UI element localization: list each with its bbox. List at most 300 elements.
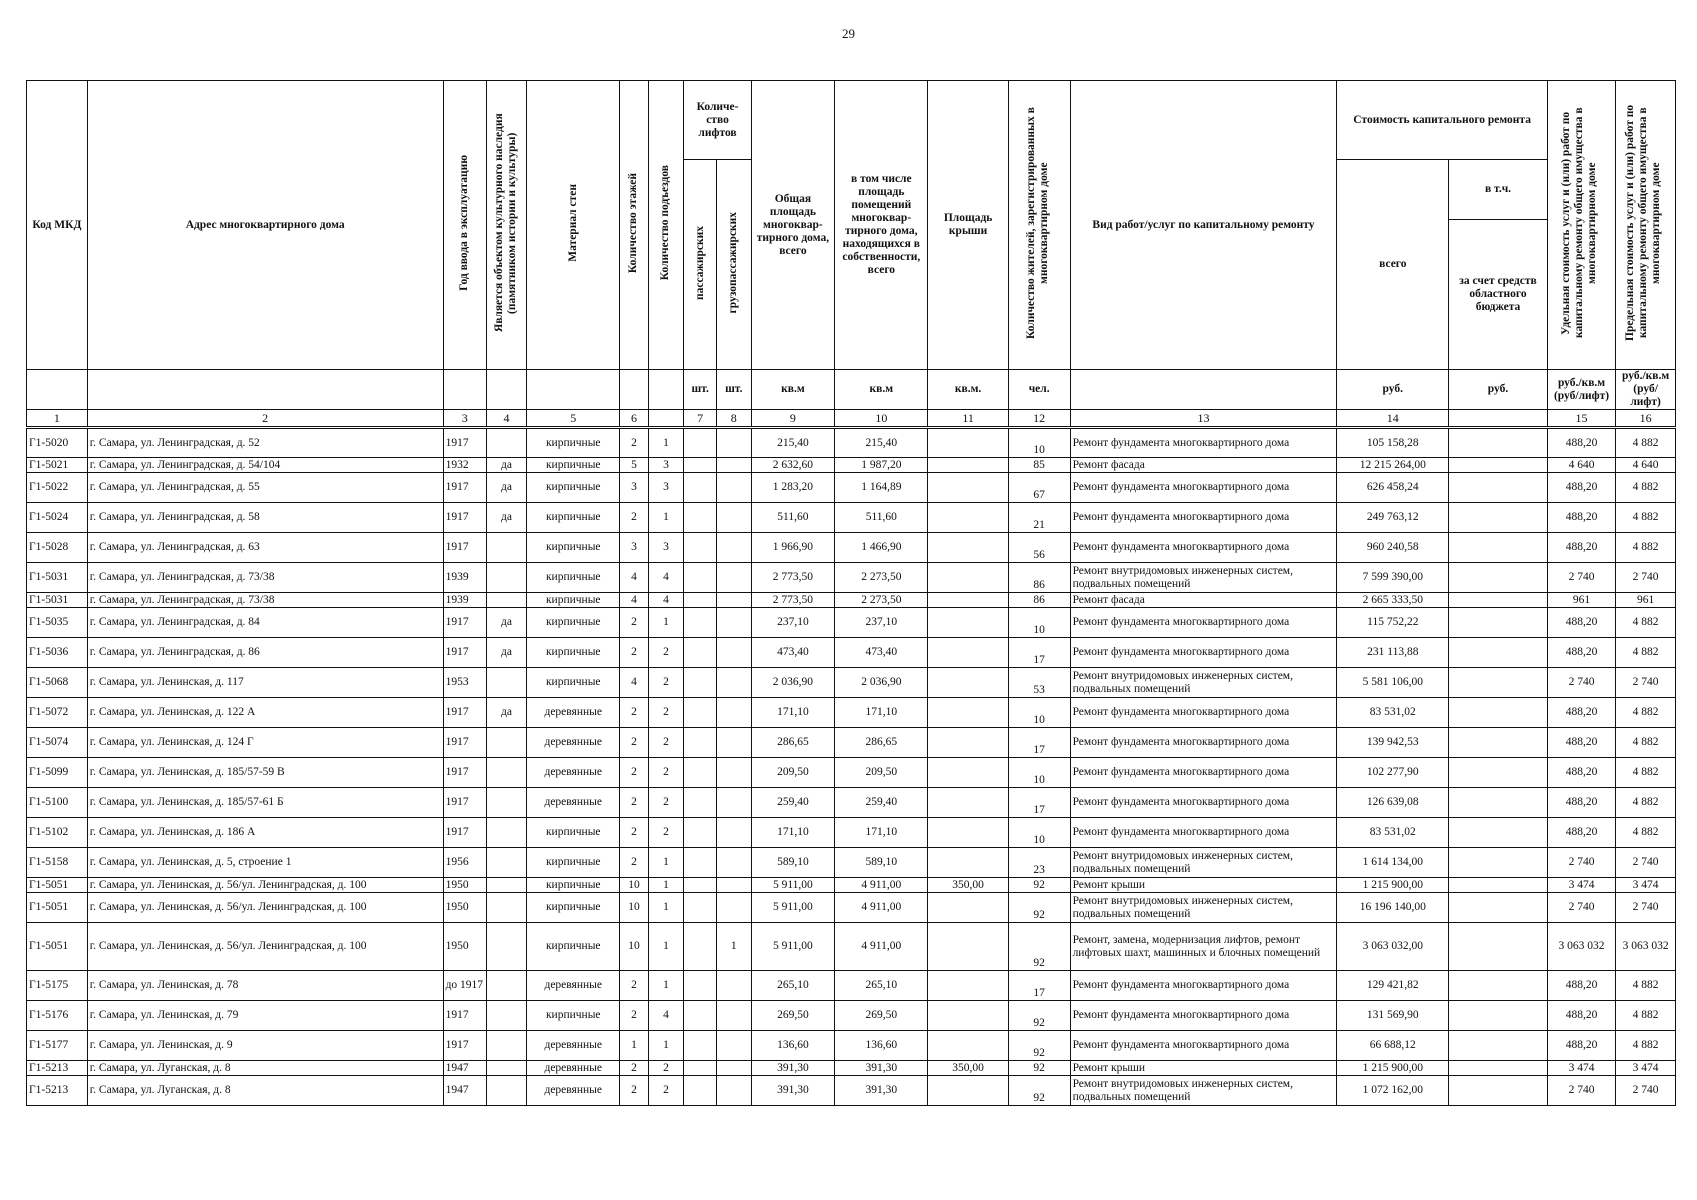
cell-heritage [486,878,526,893]
cell-entrances: 1 [648,893,684,923]
cell-address: г. Самара, ул. Ленинградская, д. 52 [87,428,443,458]
cell-residents: 56 [1008,533,1070,563]
cell-floors: 2 [620,1061,648,1076]
cell-roof-area [928,593,1008,608]
cell-area-total: 589,10 [751,848,835,878]
cell-cost-total: 102 277,90 [1337,758,1449,788]
cell-wall-material: деревянные [527,1061,620,1076]
cell-lifts-passenger [684,668,717,698]
cell-roof-area [928,923,1008,971]
cell-cost-total: 12 215 264,00 [1337,458,1449,473]
cell-area-total: 209,50 [751,758,835,788]
cell-lifts-cargo [716,563,751,593]
cell-cost-regional [1449,563,1548,593]
cell-area-total: 171,10 [751,698,835,728]
cell-area-total: 473,40 [751,638,835,668]
table-row [27,788,1676,818]
cell-residents: 92 [1008,893,1070,923]
cell-entrances: 1 [648,848,684,878]
cell-cost-total: 626 458,24 [1337,473,1449,503]
cell-address: г. Самара, ул. Ленинградская, д. 63 [87,533,443,563]
cell-area-owned: 171,10 [835,818,928,848]
cell-cost-regional [1449,788,1548,818]
header-year: Год ввода в эксплуатацию [458,155,471,291]
cell-year: 1917 [443,1001,486,1031]
cell-lifts-passenger [684,1061,717,1076]
cell-code: Г1-5072 [27,698,88,728]
cell-work-type: Ремонт внутридомовых инженерных систем, подвальных помещений [1070,563,1337,593]
header-roof-area: Площадь крыши [928,81,1008,370]
cell-entrances: 1 [648,878,684,893]
cell-lifts-passenger [684,608,717,638]
cell-code: Г1-5176 [27,1001,88,1031]
cell-year: 1947 [443,1061,486,1076]
cell-limit-cost: 4 882 [1616,503,1676,533]
cell-area-total: 2 773,50 [751,563,835,593]
cell-code: Г1-5051 [27,923,88,971]
cell-year: 1917 [443,428,486,458]
cell-year: 1950 [443,878,486,893]
cell-area-owned: 511,60 [835,503,928,533]
unit-sqm: кв.м. [928,370,1008,410]
cell-area-total: 1 283,20 [751,473,835,503]
cell-year: 1939 [443,593,486,608]
cell-year: 1956 [443,848,486,878]
cell-roof-area [928,428,1008,458]
table-row [27,893,1676,923]
cell-residents: 86 [1008,593,1070,608]
cell-lifts-cargo [716,638,751,668]
cell-floors: 2 [620,503,648,533]
cell-code: Г1-5102 [27,818,88,848]
cell-address: г. Самара, ул. Ленинская, д. 56/ул. Ленинградская, д. 100 [87,878,443,893]
page-number: 29 [842,26,855,41]
cell-year: 1917 [443,698,486,728]
cell-heritage [486,1031,526,1061]
cell-entrances: 2 [648,638,684,668]
cell-cost-total: 83 531,02 [1337,698,1449,728]
cell-cost-total: 115 752,22 [1337,608,1449,638]
cell-entrances: 2 [648,698,684,728]
unit-pcs: шт. [684,370,717,410]
column-number: 7 [684,410,717,428]
cell-lifts-cargo [716,728,751,758]
cell-floors: 3 [620,533,648,563]
cell-cost-total: 249 763,12 [1337,503,1449,533]
cell-unit-cost: 488,20 [1547,608,1615,638]
cell-area-total: 1 966,90 [751,533,835,563]
cell-floors: 10 [620,893,648,923]
cell-roof-area [928,473,1008,503]
cell-cost-regional [1449,923,1548,971]
cell-roof-area [928,533,1008,563]
cell-lifts-cargo [716,818,751,848]
cell-heritage: да [486,503,526,533]
cell-cost-total: 66 688,12 [1337,1031,1449,1061]
cell-unit-cost: 2 740 [1547,893,1615,923]
cell-floors: 5 [620,458,648,473]
table-row [27,458,1676,473]
cell-wall-material: кирпичные [527,533,620,563]
cell-floors: 2 [620,848,648,878]
cell-lifts-cargo [716,848,751,878]
cell-area-total: 237,10 [751,608,835,638]
column-number: 8 [716,410,751,428]
cell-work-type: Ремонт фундамента многоквартирного дома [1070,788,1337,818]
cell-limit-cost: 4 882 [1616,788,1676,818]
cell-roof-area [928,1076,1008,1106]
cell-roof-area [928,608,1008,638]
cell-residents: 17 [1008,638,1070,668]
cell-limit-cost: 4 640 [1616,458,1676,473]
table-row [27,608,1676,638]
column-number: 10 [835,410,928,428]
cell-unit-cost: 3 474 [1547,878,1615,893]
cell-address: г. Самара, ул. Ленинградская, д. 54/104 [87,458,443,473]
column-number [1449,410,1548,428]
cell-entrances: 3 [648,533,684,563]
cell-work-type: Ремонт фундамента многоквартирного дома [1070,638,1337,668]
cell-area-total: 215,40 [751,428,835,458]
table-row [27,848,1676,878]
cell-cost-total: 83 531,02 [1337,818,1449,848]
cell-area-total: 2 036,90 [751,668,835,698]
cell-heritage [486,971,526,1001]
cell-lifts-passenger [684,1031,717,1061]
cell-work-type: Ремонт крыши [1070,1061,1337,1076]
cell-code: Г1-5031 [27,563,88,593]
cell-floors: 10 [620,878,648,893]
cell-heritage: да [486,608,526,638]
cell-lifts-passenger [684,533,717,563]
cell-heritage [486,923,526,971]
cell-work-type: Ремонт внутридомовых инженерных систем, подвальных помещений [1070,668,1337,698]
column-number: 2 [87,410,443,428]
cell-limit-cost: 4 882 [1616,758,1676,788]
unit-people: чел. [1008,370,1070,410]
cell-entrances: 2 [648,758,684,788]
cell-heritage [486,593,526,608]
unit-sqm: кв.м [751,370,835,410]
cell-cost-regional [1449,848,1548,878]
cell-lifts-cargo [716,758,751,788]
cell-entrances: 1 [648,503,684,533]
cell-address: г. Самара, ул. Ленинградская, д. 84 [87,608,443,638]
cell-limit-cost: 4 882 [1616,533,1676,563]
cell-roof-area: 350,00 [928,1061,1008,1076]
cell-address: г. Самара, ул. Ленинская, д. 185/57-61 Б [87,788,443,818]
cell-area-owned: 2 273,50 [835,563,928,593]
cell-year: 1917 [443,533,486,563]
cell-work-type: Ремонт внутридомовых инженерных систем, подвальных помещений [1070,893,1337,923]
cell-address: г. Самара, ул. Ленинградская, д. 73/38 [87,593,443,608]
cell-lifts-passenger [684,848,717,878]
cell-address: г. Самара, ул. Ленинская, д. 56/ул. Ленинградская, д. 100 [87,893,443,923]
cell-year: 1917 [443,608,486,638]
header-lifts-cargo: грузопассажирских [727,211,740,314]
cell-address: г. Самара, ул. Ленинская, д. 78 [87,971,443,1001]
cell-lifts-cargo [716,503,751,533]
cell-wall-material: кирпичные [527,893,620,923]
column-number: 14 [1337,410,1449,428]
header-lifts-passenger: пассажирских [693,225,706,300]
cell-cost-total: 139 942,53 [1337,728,1449,758]
cell-heritage [486,728,526,758]
cell-heritage: да [486,698,526,728]
cell-cost-total: 231 113,88 [1337,638,1449,668]
cell-area-owned: 1 987,20 [835,458,928,473]
cell-limit-cost: 3 063 032 [1616,923,1676,971]
cell-code: Г1-5031 [27,593,88,608]
cell-unit-cost: 488,20 [1547,1001,1615,1031]
cell-cost-regional [1449,533,1548,563]
column-number: 5 [527,410,620,428]
cell-wall-material: кирпичные [527,818,620,848]
cell-lifts-passenger [684,893,717,923]
cell-cost-regional [1449,503,1548,533]
cell-wall-material: деревянные [527,971,620,1001]
table-row [27,1076,1676,1106]
cell-code: Г1-5068 [27,668,88,698]
header-unit-cost: Удельная стоимость услуг и (или) работ по капитальному ремонту общего имущества в многоквартирном доме [1559,107,1598,339]
cell-entrances: 2 [648,818,684,848]
cell-residents: 92 [1008,1061,1070,1076]
cell-limit-cost: 4 882 [1616,428,1676,458]
cell-lifts-passenger [684,971,717,1001]
cell-cost-regional [1449,818,1548,848]
cell-unit-cost: 488,20 [1547,698,1615,728]
cell-lifts-cargo [716,533,751,563]
cell-work-type: Ремонт фундамента многоквартирного дома [1070,1031,1337,1061]
cell-area-owned: 391,30 [835,1076,928,1106]
cell-area-owned: 2 273,50 [835,593,928,608]
cell-cost-total: 129 421,82 [1337,971,1449,1001]
cell-heritage [486,533,526,563]
cell-address: г. Самара, ул. Ленинская, д. 186 А [87,818,443,848]
cell-area-owned: 1 164,89 [835,473,928,503]
cell-work-type: Ремонт фундамента многоквартирного дома [1070,608,1337,638]
cell-work-type: Ремонт фундамента многоквартирного дома [1070,428,1337,458]
table-row [27,593,1676,608]
cell-floors: 2 [620,818,648,848]
cell-year: 1917 [443,1031,486,1061]
cell-lifts-cargo [716,698,751,728]
table-row [27,758,1676,788]
unit-rub: руб. [1337,370,1449,410]
cell-year: 1917 [443,638,486,668]
cell-unit-cost: 3 474 [1547,1061,1615,1076]
cell-heritage [486,848,526,878]
cell-wall-material: кирпичные [527,563,620,593]
cell-floors: 2 [620,698,648,728]
cell-floors: 4 [620,593,648,608]
table-row [27,1061,1676,1076]
cell-work-type: Ремонт фундамента многоквартирного дома [1070,728,1337,758]
table-row [27,1001,1676,1031]
cell-entrances: 2 [648,668,684,698]
cell-wall-material: кирпичные [527,668,620,698]
cell-residents: 17 [1008,788,1070,818]
cell-floors: 1 [620,1031,648,1061]
cell-heritage [486,1061,526,1076]
cell-code: Г1-5158 [27,848,88,878]
unit-pcs: шт. [716,370,751,410]
header-heritage: Является объектом культурного наследия (памятником истории и культуры) [492,113,518,333]
table-row [27,818,1676,848]
cell-limit-cost: 4 882 [1616,818,1676,848]
cell-heritage: да [486,473,526,503]
cell-heritage [486,788,526,818]
cell-roof-area [928,893,1008,923]
cell-unit-cost: 488,20 [1547,728,1615,758]
cell-heritage [486,893,526,923]
cell-address: г. Самара, ул. Ленинская, д. 9 [87,1031,443,1061]
cell-entrances: 1 [648,971,684,1001]
cell-area-owned: 286,65 [835,728,928,758]
cell-lifts-cargo [716,1031,751,1061]
cell-entrances: 1 [648,428,684,458]
cell-heritage [486,1001,526,1031]
cell-cost-total: 1 614 134,00 [1337,848,1449,878]
cell-wall-material: деревянные [527,1076,620,1106]
cell-lifts-passenger [684,818,717,848]
cell-residents: 10 [1008,698,1070,728]
cell-unit-cost: 488,20 [1547,533,1615,563]
cell-lifts-passenger [684,758,717,788]
cell-year: 1917 [443,503,486,533]
header-cost: Стоимость капитального ремонта [1337,81,1547,160]
cell-cost-regional [1449,593,1548,608]
cell-code: Г1-5051 [27,878,88,893]
cell-entrances: 3 [648,473,684,503]
cell-address: г. Самара, ул. Ленинская, д. 185/57-59 В [87,758,443,788]
cell-year: 1917 [443,788,486,818]
cell-work-type: Ремонт фундамента многоквартирного дома [1070,698,1337,728]
cell-residents: 92 [1008,878,1070,893]
cell-unit-cost: 961 [1547,593,1615,608]
cell-address: г. Самара, ул. Ленинградская, д. 58 [87,503,443,533]
unit-rub: руб. [1449,370,1548,410]
cell-wall-material: деревянные [527,788,620,818]
cell-wall-material: кирпичные [527,458,620,473]
cell-entrances: 2 [648,1061,684,1076]
cell-area-total: 2 632,60 [751,458,835,473]
unit-rate: руб./кв.м (руб/лифт) [1616,370,1676,410]
cell-area-owned: 171,10 [835,698,928,728]
unit-rate: руб./кв.м (руб/лифт) [1547,370,1615,410]
cell-residents: 21 [1008,503,1070,533]
cell-unit-cost: 3 063 032 [1547,923,1615,971]
cell-roof-area [928,503,1008,533]
cell-lifts-passenger [684,788,717,818]
cell-cost-regional [1449,878,1548,893]
cell-unit-cost: 2 740 [1547,563,1615,593]
header-wall-material: Материал стен [566,184,579,262]
cell-limit-cost: 2 740 [1616,563,1676,593]
cell-heritage [486,758,526,788]
cell-heritage [486,668,526,698]
cell-area-total: 391,30 [751,1061,835,1076]
cell-year: 1917 [443,758,486,788]
cell-cost-regional [1449,728,1548,758]
cell-wall-material: кирпичные [527,878,620,893]
header-cost-regional: за счет средств областного бюджета [1449,220,1548,370]
cell-roof-area [928,668,1008,698]
cell-work-type: Ремонт фасада [1070,593,1337,608]
cell-lifts-cargo [716,473,751,503]
cell-lifts-passenger [684,473,717,503]
cell-limit-cost: 4 882 [1616,638,1676,668]
cell-cost-total: 1 072 162,00 [1337,1076,1449,1106]
cell-address: г. Самара, ул. Ленинградская, д. 86 [87,638,443,668]
column-number: 3 [443,410,486,428]
cell-code: Г1-5100 [27,788,88,818]
cell-lifts-passenger [684,1076,717,1106]
cell-cost-total: 1 215 900,00 [1337,1061,1449,1076]
cell-area-owned: 4 911,00 [835,878,928,893]
cell-lifts-cargo [716,593,751,608]
cell-wall-material: кирпичные [527,428,620,458]
cell-lifts-passenger [684,728,717,758]
cell-work-type: Ремонт фундамента многоквартирного дома [1070,818,1337,848]
cell-wall-material: кирпичные [527,503,620,533]
cell-residents: 92 [1008,1031,1070,1061]
cell-lifts-cargo [716,878,751,893]
table-row [27,473,1676,503]
cell-roof-area [928,818,1008,848]
cell-area-owned: 4 911,00 [835,923,928,971]
cell-floors: 2 [620,728,648,758]
cell-entrances: 2 [648,788,684,818]
cell-lifts-cargo [716,1076,751,1106]
cell-residents: 85 [1008,458,1070,473]
cell-residents: 67 [1008,473,1070,503]
cell-limit-cost: 2 740 [1616,893,1676,923]
cell-unit-cost: 488,20 [1547,503,1615,533]
cell-area-owned: 136,60 [835,1031,928,1061]
cell-area-total: 171,10 [751,818,835,848]
cell-wall-material: кирпичные [527,638,620,668]
cell-area-owned: 2 036,90 [835,668,928,698]
cell-wall-material: деревянные [527,1031,620,1061]
cell-unit-cost: 2 740 [1547,848,1615,878]
cell-floors: 4 [620,563,648,593]
cell-code: Г1-5051 [27,893,88,923]
cell-work-type: Ремонт фасада [1070,458,1337,473]
cell-residents: 92 [1008,923,1070,971]
column-number: 12 [1008,410,1070,428]
cell-work-type: Ремонт фундамента многоквартирного дома [1070,971,1337,1001]
cell-area-owned: 215,40 [835,428,928,458]
cell-residents: 17 [1008,971,1070,1001]
cell-roof-area [928,728,1008,758]
cell-work-type: Ремонт фундамента многоквартирного дома [1070,1001,1337,1031]
cell-cost-total: 2 665 333,50 [1337,593,1449,608]
table-row [27,563,1676,593]
cell-wall-material: деревянные [527,758,620,788]
capital-repair-table [26,80,1676,1106]
cell-roof-area [928,971,1008,1001]
cell-cost-regional [1449,1076,1548,1106]
cell-cost-regional [1449,608,1548,638]
cell-cost-regional [1449,668,1548,698]
column-number: 11 [928,410,1008,428]
cell-limit-cost: 2 740 [1616,1076,1676,1106]
cell-lifts-passenger [684,563,717,593]
cell-year: 1947 [443,1076,486,1106]
cell-residents: 10 [1008,428,1070,458]
cell-cost-regional [1449,638,1548,668]
